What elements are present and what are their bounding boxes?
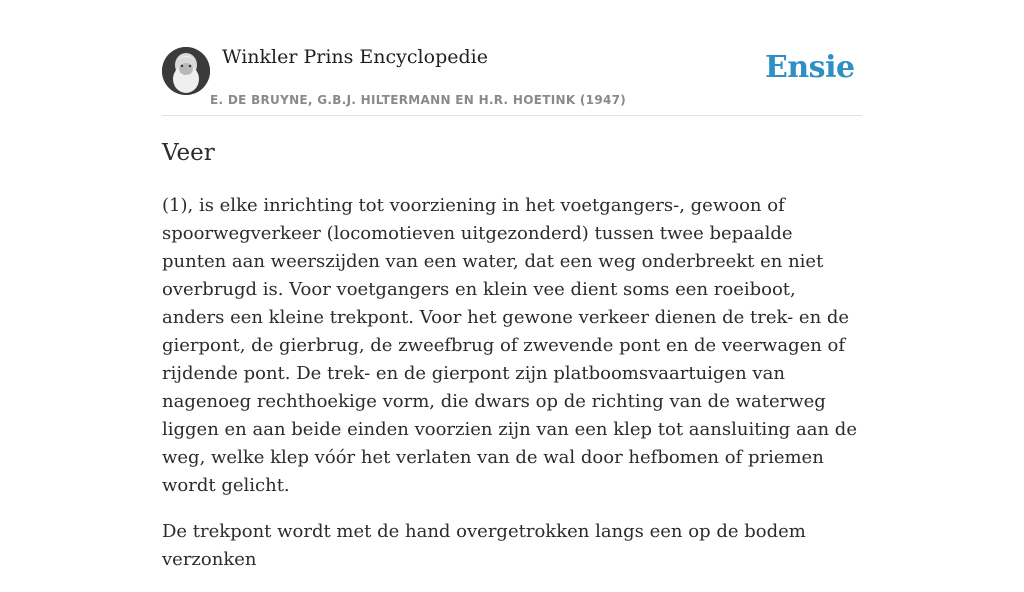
authors-byline: E. DE BRUYNE, G.B.J. HILTERMANN EN H.R. HOETINK (1947) [210,93,627,107]
article-paragraph: (1), is elke inrichting tot voorziening in het voetgangers-, gewoon of spoorwegverkeer (locomotieven uitgezonderd) tussen twee bepaalde punten aan weerszijden van een water, dat een weg onderbreekt en niet overbrugd is. Voor voetgangers en klein vee dient soms een roeiboot, anders een kleine trekpont. Voor het gewone verkeer dienen de trek- en de gierpont, de gierbrug, de zweefbrug of zwevende pont en de veerwagen of rijdende pont. De trek- en de gierpont zijn platboomsvaartuigen van nagenoeg rechthoekige vorm, die dwars op de richting van de waterweg liggen en aan beide einden voorzien zijn van een klep tot aansluiting aan de weg, welke klep vóór het verlaten van de wal door hefbomen of priemen wordt gelicht. [162,195,857,496]
article-paragraph: De trekpont wordt met de hand overgetrokken langs een op de bodem verzonken [162,521,806,570]
article-title: Veer [162,140,215,166]
portrait-avatar-icon[interactable] [162,47,210,95]
article-body [162,192,862,592]
portrait-avatar-icon-svg [162,47,210,95]
header-divider [162,115,862,116]
publication-title[interactable]: Winkler Prins Encyclopedie [222,46,488,68]
ensie-logo-link[interactable]: Ensie [765,50,855,85]
